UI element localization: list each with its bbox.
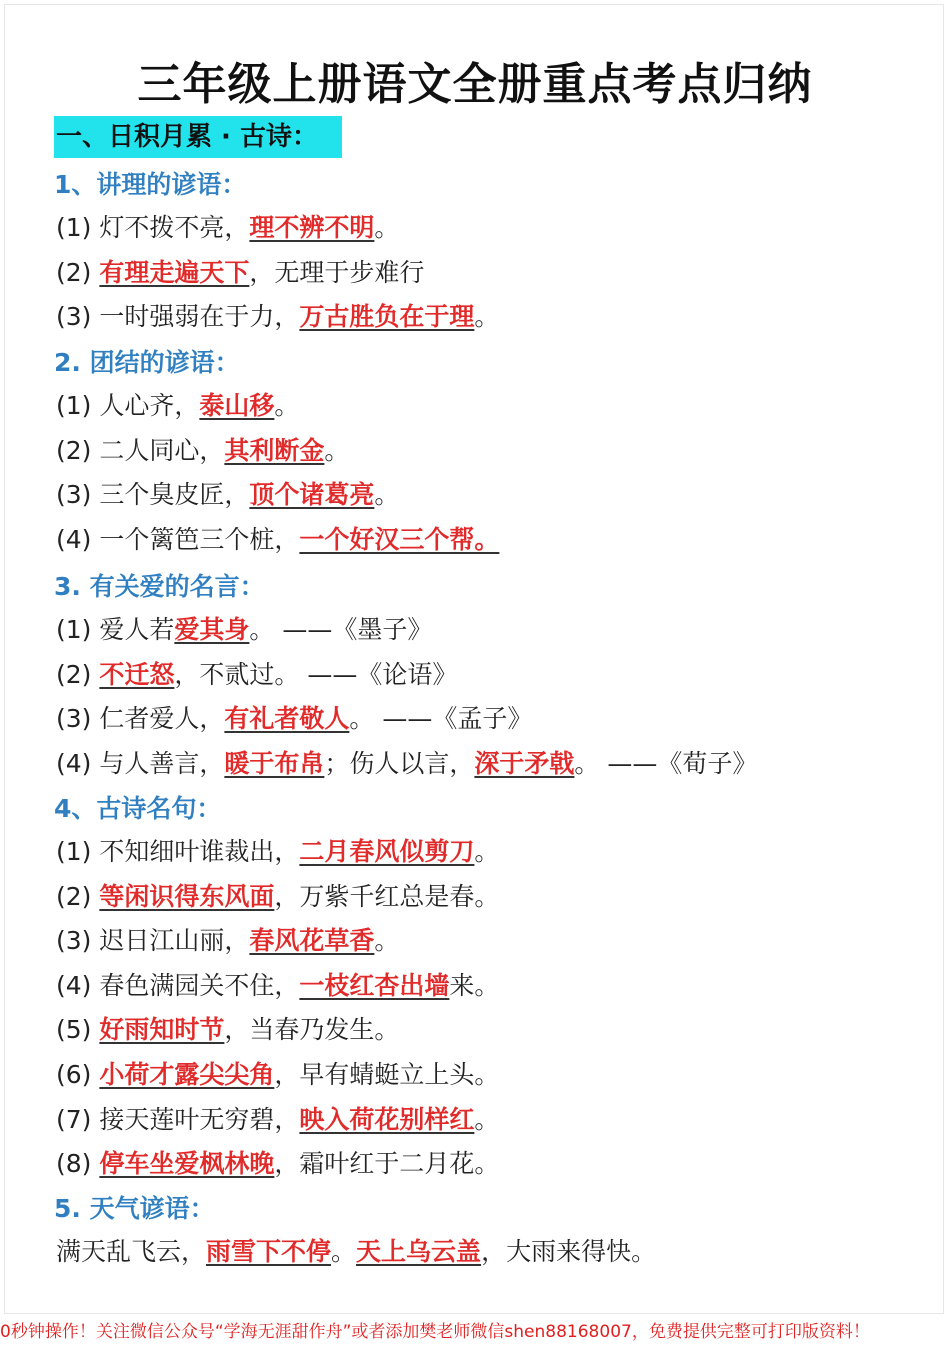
group-heading: 5. 天气谚语： — [54, 1194, 215, 1223]
group-heading: 1、讲理的谚语： — [54, 170, 247, 199]
text-segment: ，早有蜻蜓立上头。 — [274, 1060, 500, 1089]
text-segment: 满天乱飞云， — [56, 1237, 207, 1266]
text-segment: (3) 一时强弱在于力， — [56, 302, 300, 332]
list-item — [56, 834, 499, 870]
list-item — [56, 657, 457, 693]
list-item — [56, 879, 499, 915]
text-segment: ，当春乃发生。 — [224, 1015, 400, 1045]
highlighted-answer: 顶个诸葛亮 — [249, 480, 375, 510]
text-segment: ，霜叶红于二月花。 — [274, 1149, 500, 1179]
text-segment: (1) 不知细叶谁裁出， — [56, 837, 300, 866]
list-item — [56, 1102, 499, 1138]
text-segment: 。 — [324, 435, 350, 465]
highlighted-answer: 天上乌云盖 — [356, 1237, 482, 1266]
text-segment: (2) — [56, 659, 100, 689]
highlighted-answer: 有礼者敬人 — [224, 704, 350, 734]
highlighted-answer: 有理走遍天下 — [99, 257, 250, 287]
highlighted-answer: 好雨知时节 — [99, 1015, 225, 1045]
highlighted-answer: 其利断金 — [224, 435, 325, 465]
text-segment: (2) 二人同心， — [56, 435, 225, 465]
highlighted-answer: 万古胜负在于理 — [299, 302, 475, 332]
text-segment: (4) 一个篱笆三个桩， — [56, 524, 300, 554]
text-segment: (1) 爱人若 — [56, 615, 175, 644]
list-item — [56, 1012, 399, 1048]
list-item — [56, 1146, 499, 1182]
list-item — [56, 477, 399, 513]
text-segment: ；伤人以言， — [324, 748, 475, 778]
list-item — [56, 923, 399, 959]
text-segment: (2) — [56, 881, 100, 911]
highlighted-answer: 映入荷花别样红 — [299, 1104, 475, 1134]
text-segment: 。 — [274, 391, 300, 420]
list-item — [56, 968, 499, 1004]
highlighted-answer: 春风花草香 — [249, 926, 375, 956]
highlighted-answer: 停车坐爱枫林晚 — [99, 1149, 275, 1179]
highlighted-answer: 一枝红杏出墙 — [299, 970, 450, 1000]
text-segment: (3) 迟日江山丽， — [56, 926, 250, 956]
highlighted-answer: 泰山移 — [199, 391, 275, 420]
text-segment: 。 — [374, 480, 400, 510]
text-segment: 。 — [374, 213, 400, 242]
text-segment: ，万紫千红总是春。 — [274, 881, 500, 911]
text-segment: 。 — [374, 926, 400, 956]
text-segment: (4) 与人善言， — [56, 748, 225, 778]
text-segment: (7) 接天莲叶无穷碧， — [56, 1104, 300, 1134]
text-segment: (1) 人心齐， — [56, 391, 200, 420]
list-item — [56, 522, 499, 558]
highlighted-answer: 暖于布帛 — [224, 748, 325, 778]
text-segment: 。 ——《墨子》 — [249, 615, 433, 644]
group-heading: 4、古诗名句： — [54, 794, 222, 823]
highlighted-answer: 雨雪下不停 — [206, 1237, 332, 1266]
highlighted-answer: 二月春风似剪刀 — [299, 837, 475, 866]
text-segment: 。 — [474, 1104, 500, 1134]
list-item — [56, 255, 424, 291]
text-segment: 。 — [331, 1237, 357, 1266]
text-segment: (8) — [56, 1149, 100, 1179]
text-segment: ，不贰过。 ——《论语》 — [174, 659, 458, 689]
text-segment: 。 ——《荀子》 — [574, 748, 758, 778]
text-segment: 。 — [474, 837, 500, 866]
highlighted-answer: 理不辨不明 — [249, 213, 375, 242]
page-title: 三年级上册语文全册重点考点归纳 — [137, 59, 813, 110]
highlighted-answer: 等闲识得东风面 — [99, 881, 275, 911]
text-segment: ，无理于步难行 — [249, 257, 425, 287]
text-segment: ，大雨来得快。 — [481, 1237, 657, 1266]
text-segment: (1) 灯不拨不亮， — [56, 213, 250, 242]
section-banner: 一、日积月累 · 古诗： — [54, 116, 342, 158]
text-segment: 。 — [474, 302, 500, 332]
list-item — [56, 1057, 499, 1093]
list-item — [56, 433, 349, 469]
group-heading: 2. 团结的谚语： — [54, 348, 240, 377]
group-heading: 3. 有关爱的名言： — [54, 572, 265, 601]
text-segment: 来。 — [449, 970, 500, 1000]
list-item — [56, 701, 532, 737]
highlighted-answer: 不迁怒 — [99, 659, 175, 689]
text-segment: (3) 三个臭皮匠， — [56, 480, 250, 510]
footer-note: 0秒钟操作！关注微信公众号“学海无涯甜作舟”或者添加樊老师微信shen88168007，免费提供完整可打印版资料！ — [0, 1322, 870, 1342]
list-item — [56, 210, 399, 246]
list-item — [56, 299, 499, 335]
highlighted-answer: 一个好汉三个帮。 — [299, 524, 500, 554]
text-segment: (2) — [56, 257, 100, 287]
highlighted-answer: 爱其身 — [174, 615, 250, 644]
text-segment: 。 ——《孟子》 — [349, 704, 533, 734]
text-segment: (5) — [56, 1015, 100, 1045]
highlighted-answer: 小荷才露尖尖角 — [99, 1060, 275, 1089]
text-segment: (4) 春色满园关不住， — [56, 970, 300, 1000]
list-item — [56, 612, 432, 648]
list-item — [56, 1234, 656, 1270]
highlighted-answer: 深于矛戟 — [474, 748, 575, 778]
text-segment: (3) 仁者爱人， — [56, 704, 225, 734]
list-item — [56, 746, 757, 782]
text-segment: (6) — [56, 1060, 100, 1089]
list-item — [56, 388, 299, 424]
